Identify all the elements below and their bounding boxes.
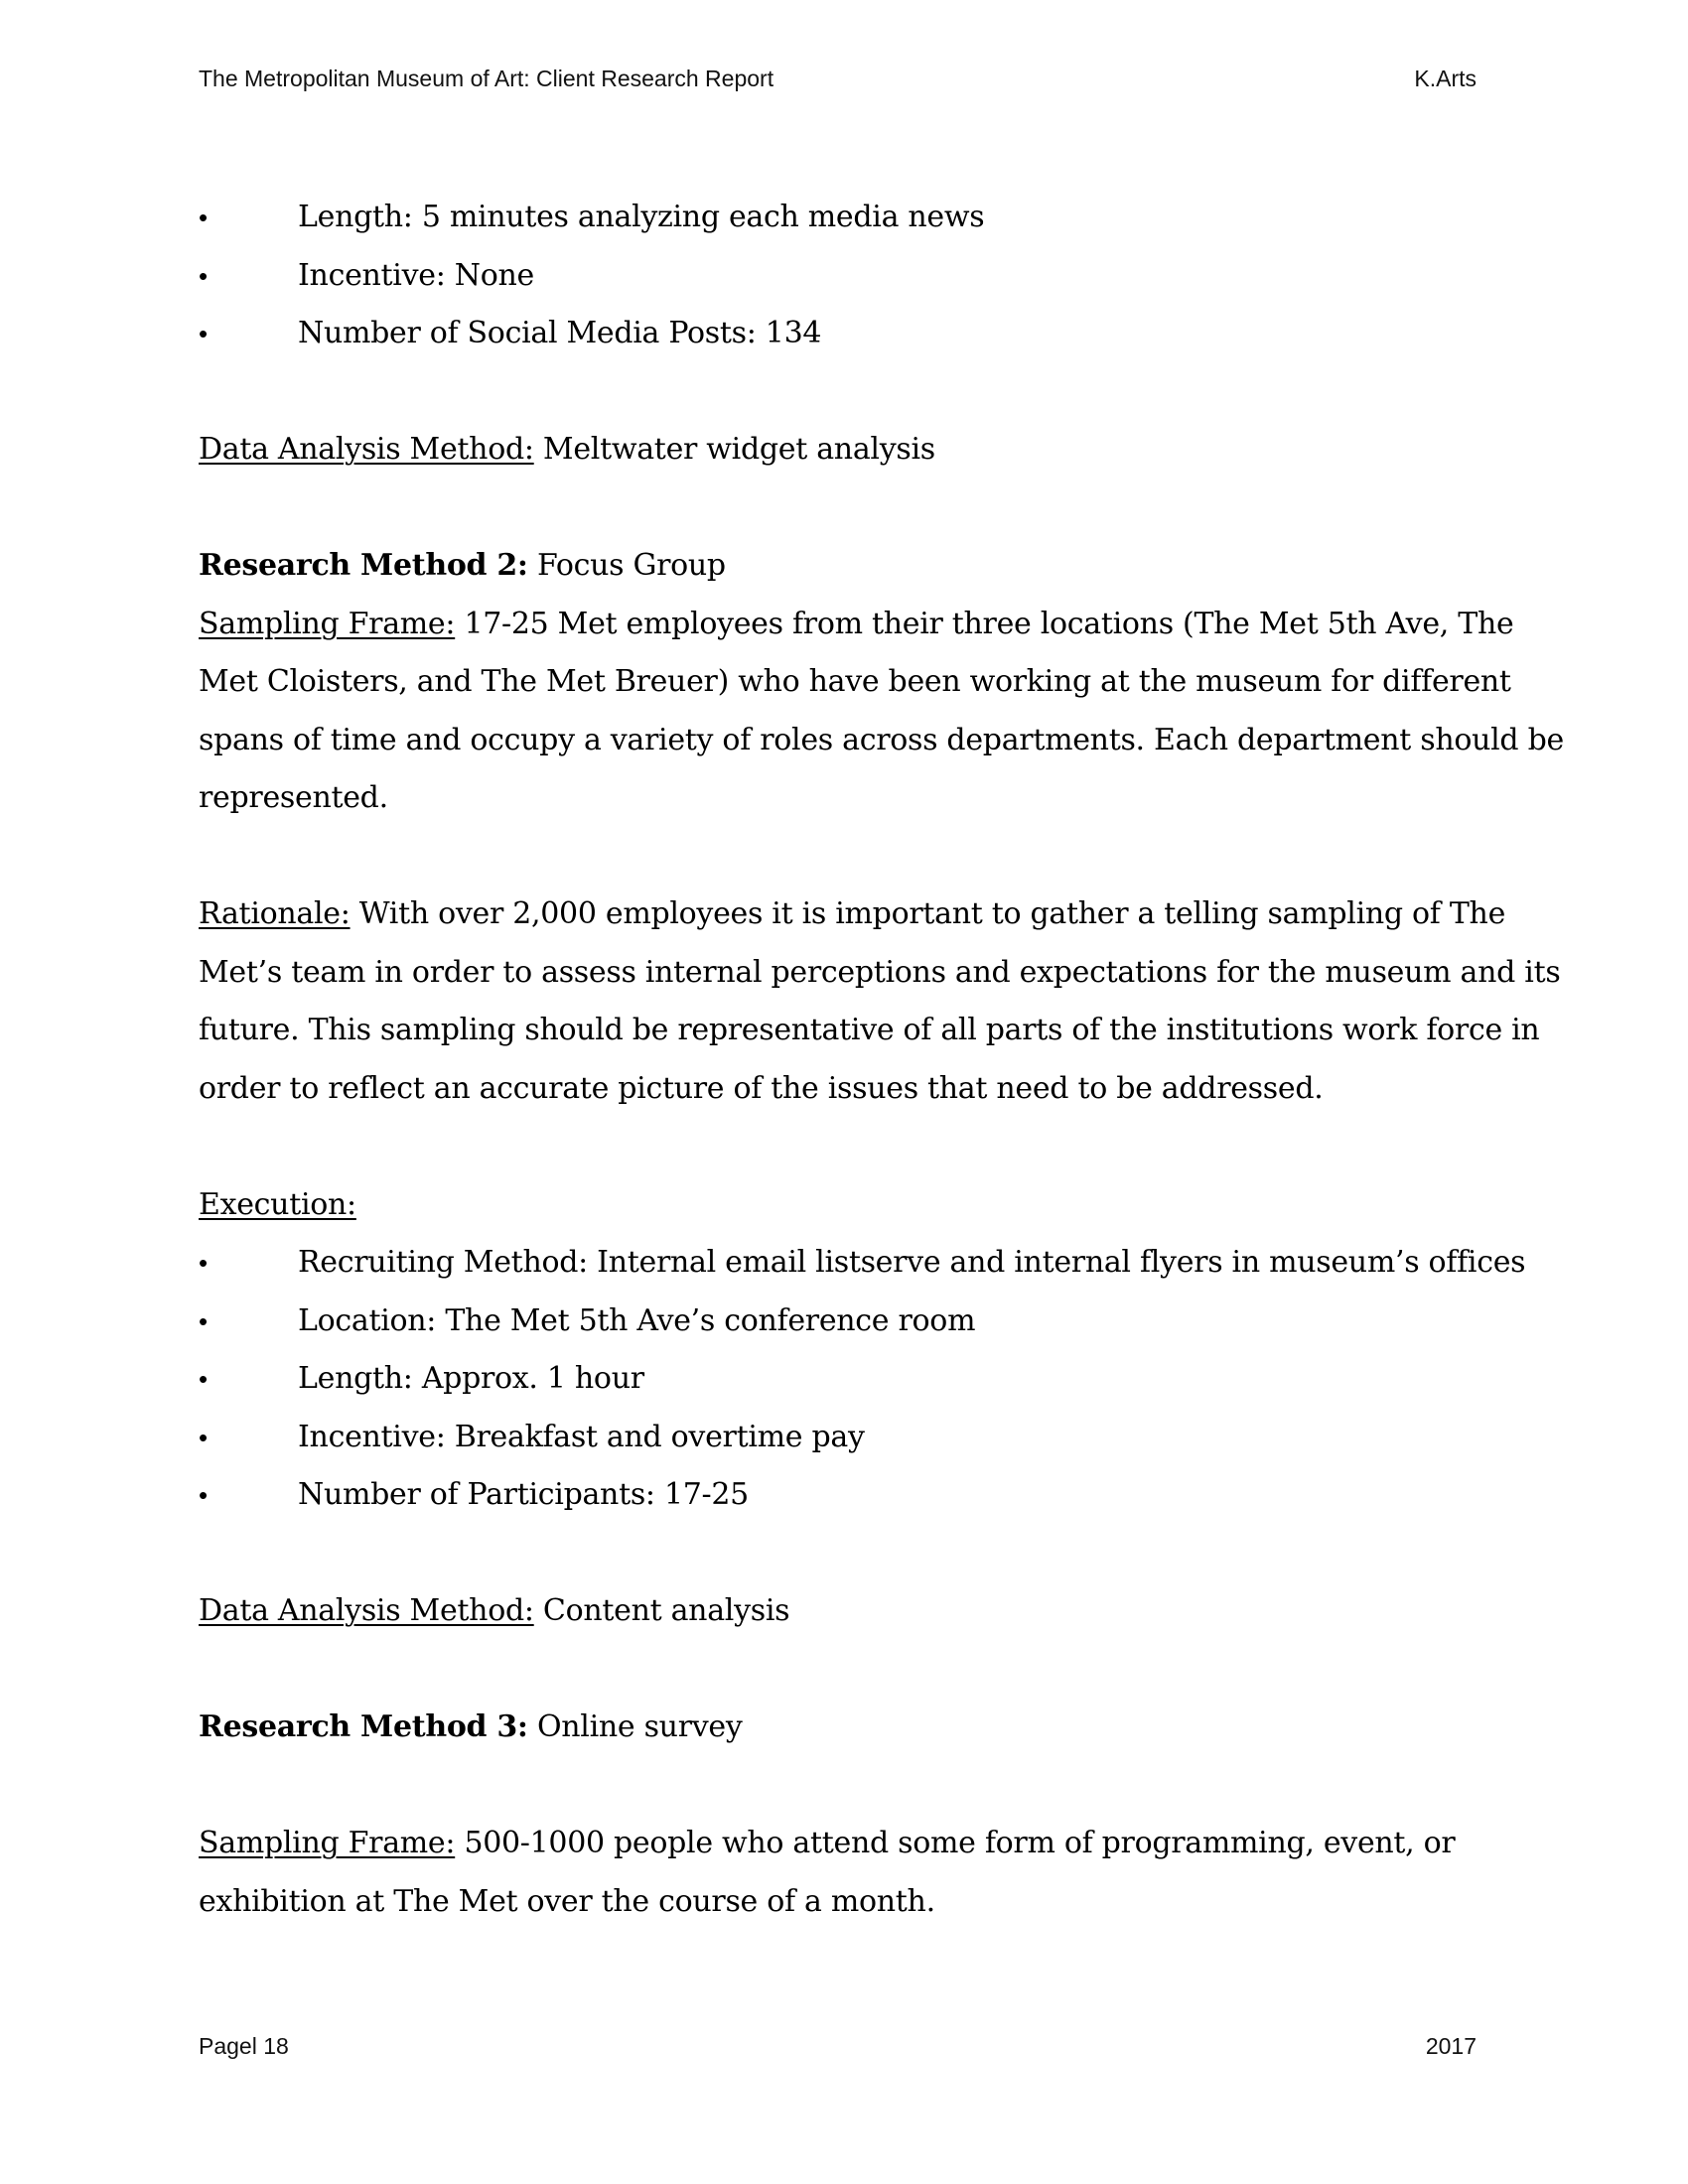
data-analysis-value: Meltwater widget analysis — [533, 432, 935, 467]
execution-label: Execution: — [199, 1186, 356, 1222]
sampling-frame-label: Sampling Frame: — [199, 606, 456, 641]
rationale-label: Rationale: — [199, 896, 351, 931]
data-analysis-label: Data Analysis Method: — [199, 432, 534, 467]
execution-heading — [199, 1176, 356, 1235]
running-header — [199, 66, 1477, 92]
document-page: The Metropolitan Museum of Art: Client Research Report K.Arts • Length: 5 minutes analyzing each media news • Incentive: None • Number of Social Media Posts: 134 Data Analysis Method: Meltwater widget analysis Research Method 2: Focus Group Sampling Frame: 17-25 Met employees from their three locations (The Met 5th Ave, The Met Cloisters, and The Met Breuer) who have been working at the museum for different spans of time and occupy a variety of roles across departments. Each department should be represented. Rationale: With over 2,000 employees it is important to gather a telling sampling of The Met’s team in order to assess internal perceptions and expectations for the museum and its future. This sampling should be representative of all parts of the institutions work force in order to reflect an accurate picture of the issues that need to be addressed. Execution: • Recruiting Method: Internal email listserve and internal flyers in museum’s offices • Location: The Met 5th Ave’s conference room • Length: Approx. 1 hour • Incentive: Breakfast and overtime pay • Number of Participants: 17-25 Data Analysis Method: Content analysis Research Method 3: Online survey Sampling Frame: 500-1000 people who attend some form of programming, event, or exhibition at The Met over the course of a month. Pagel 18 2017 — [0, 0, 1688, 2184]
bullet-glyph: • — [199, 1248, 208, 1278]
data-analysis-value: Content analysis — [533, 1593, 790, 1628]
footer-year: 2017 — [1425, 2033, 1477, 2059]
running-footer — [199, 2033, 1477, 2060]
page-number: Pagel 18 — [199, 2033, 289, 2059]
bullet-glyph: • — [199, 260, 208, 291]
research-method-2-heading — [199, 537, 726, 596]
bullet-glyph: • — [199, 1422, 208, 1452]
data-analysis-method-2 — [199, 1582, 789, 1641]
research-method-label: Research Method 3: — [199, 1709, 528, 1744]
bullet-glyph: • — [199, 203, 208, 232]
bullet-glyph: • — [199, 1480, 208, 1510]
report-title: The Metropolitan Museum of Art: Client Research Report — [199, 66, 774, 91]
bullet-glyph: • — [199, 1364, 208, 1394]
research-method-label: Research Method 2: — [199, 548, 528, 583]
research-method-value: Focus Group — [527, 548, 726, 583]
author-name: K.Arts — [1414, 66, 1477, 91]
research-method-value: Online survey — [527, 1709, 743, 1744]
data-analysis-label: Data Analysis Method: — [199, 1593, 534, 1628]
sampling-frame-label: Sampling Frame: — [199, 1826, 456, 1860]
bullet-glyph: • — [199, 1305, 208, 1336]
bullet-glyph: • — [199, 319, 208, 348]
research-method-3-heading — [199, 1699, 742, 1757]
data-analysis-method-1 — [199, 421, 935, 479]
